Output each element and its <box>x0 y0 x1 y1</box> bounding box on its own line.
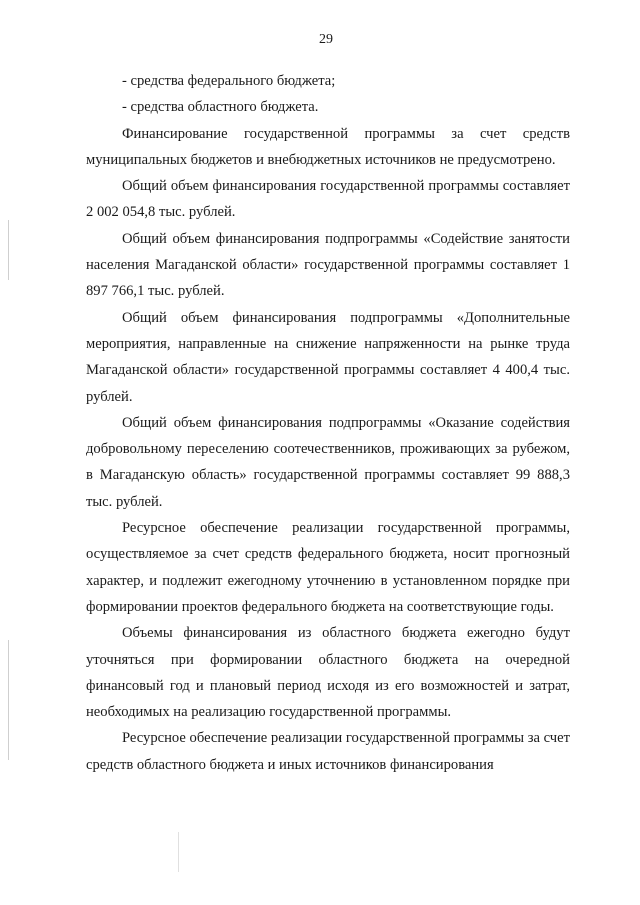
scan-edge-mark <box>8 640 9 760</box>
paragraph-regional-volumes: Объемы финансирования из областного бюджета ежегодно будут уточняться при формировании областного бюджета на очередной финансовый год и плановый период исходя из его возможностей и затрат, необходимых на реализацию государственной программы. <box>86 625 570 721</box>
scan-artifact <box>178 832 179 872</box>
paragraph-resource-provision: Ресурсное обеспечение реализации государственной программы за счет средств областного бюджета и иных источников финансирования <box>86 730 570 773</box>
document-body <box>86 68 570 778</box>
paragraph-federal-resources: Ресурсное обеспечение реализации государственной программы, осуществляемое за счет средств федерального бюджета, носит прогнозный характер, и подлежит ежегодному уточнению в установленном порядке при формировании проектов федерального бюджета на соответствующие годы. <box>86 520 570 615</box>
paragraph-resettlement-subprogram: Общий объем финансирования подпрограммы «Оказание содействия добровольному переселению соотечественников, проживающих за рубежом, в Магаданскую область» государственной программы составляет 99 888,3 тыс. рублей. <box>86 414 570 510</box>
list-item-federal-budget: - средства федерального бюджета; <box>122 73 336 89</box>
list-item-regional-budget: - средства областного бюджета. <box>122 99 319 116</box>
paragraph-employment-subprogram: Общий объем финансирования подпрограммы «Содействие занятости населения Магаданской области» государственной программы составляет 1 897 766,1 тыс. рублей. <box>86 230 570 300</box>
paragraph-total-funding: Общий объем финансирования государственной программы составляет 2 002 054,8 тыс. рублей. <box>86 178 570 221</box>
page-number: 29 <box>319 32 333 47</box>
paragraph-labor-market-subprogram: Общий объем финансирования подпрограммы «Дополнительные мероприятия, направленные на снижение напряженности на рынке труда Магаданской области» государственной программы составляет 4 400,4 тыс. рублей. <box>86 309 570 405</box>
scan-edge-mark <box>8 220 9 280</box>
paragraph-municipal-funding: Финансирование государственной программы за счет средств муниципальных бюджетов и внебюджетных источников не предусмотрено. <box>86 125 570 168</box>
